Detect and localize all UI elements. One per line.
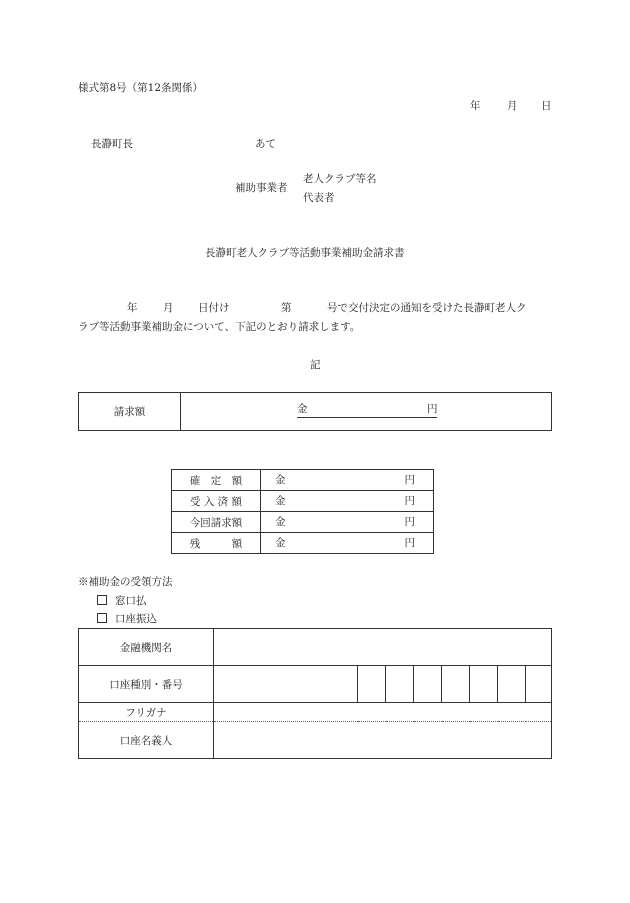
bank-institution-value[interactable] xyxy=(214,629,552,666)
account-digit-cell[interactable] xyxy=(470,666,498,703)
addressee-name: 長瀞町長 xyxy=(91,138,133,150)
body-line2: ラブ等活動事業補助金について、下記のとおり請求します。 xyxy=(78,321,361,333)
body-date: 日付け xyxy=(198,302,230,314)
checkbox-icon[interactable] xyxy=(97,613,107,623)
amount-kin: 金 xyxy=(275,495,286,507)
amount-row xyxy=(172,512,434,533)
amount-label: 受 入 済 額 xyxy=(172,491,261,512)
body-rest: 号で交付決定の通知を受けた長瀞町老人ク xyxy=(327,302,527,314)
amount-yen: 円 xyxy=(404,516,415,528)
bank-furigana-label: フリガナ xyxy=(79,703,214,722)
bank-account-type-label: 口座種別・番号 xyxy=(79,666,214,703)
addressee-suffix: あて xyxy=(255,138,276,150)
amount-yen: 円 xyxy=(404,495,415,507)
amount-kin: 金 xyxy=(275,516,286,528)
bank-account-type-value[interactable] xyxy=(214,666,358,703)
account-digit-cell[interactable] xyxy=(442,666,470,703)
amounts-table xyxy=(171,469,434,554)
amount-label: 今回請求額 xyxy=(172,512,261,533)
date-month: 月 xyxy=(507,100,518,112)
body-no: 第 xyxy=(281,302,292,314)
bank-table xyxy=(78,628,552,759)
date-day: 日 xyxy=(541,100,552,112)
amount-row xyxy=(172,470,434,491)
amount-label: 確 定 額 xyxy=(172,470,261,491)
amount-kin: 金 xyxy=(275,537,286,549)
account-digit-cell[interactable] xyxy=(498,666,526,703)
applicant-rep-label: 代表者 xyxy=(303,192,335,204)
account-digit-cell[interactable] xyxy=(386,666,414,703)
request-table xyxy=(78,392,552,431)
body-year: 年 xyxy=(127,302,138,314)
amount-label: 残 額 xyxy=(172,533,261,554)
amount-kin: 金 xyxy=(275,474,286,486)
body-month: 月 xyxy=(163,302,174,314)
form-number: 様式第8号（第12条関係） xyxy=(78,82,204,94)
request-label: 請求額 xyxy=(79,393,181,431)
amount-value xyxy=(261,491,434,512)
receipt-heading: ※補助金の受領方法 xyxy=(78,576,173,588)
request-yen: 円 xyxy=(427,403,438,415)
ki: 記 xyxy=(310,359,321,371)
amount-yen: 円 xyxy=(404,537,415,549)
account-digit-cell[interactable] xyxy=(414,666,442,703)
bank-holder-value[interactable] xyxy=(214,722,552,759)
applicant-org-label: 老人クラブ等名 xyxy=(303,173,377,185)
amount-value xyxy=(261,533,434,554)
applicant-label: 補助事業者 xyxy=(235,182,288,194)
receipt-option-label: 窓口払 xyxy=(115,595,147,607)
bank-institution-label: 金融機関名 xyxy=(79,629,214,666)
account-digit-cell[interactable] xyxy=(358,666,386,703)
request-amount-cell xyxy=(181,393,552,431)
request-kin: 金 xyxy=(297,403,308,415)
amount-row xyxy=(172,491,434,512)
amount-value xyxy=(261,512,434,533)
checkbox-icon[interactable] xyxy=(97,595,107,605)
bank-furigana-value[interactable] xyxy=(214,703,552,722)
account-digit-cell[interactable] xyxy=(526,666,552,703)
bank-holder-label: 口座名義人 xyxy=(79,722,214,759)
page-title: 長瀞町老人クラブ等活動事業補助金請求書 xyxy=(205,247,405,259)
receipt-option-transfer[interactable] xyxy=(97,613,157,625)
amount-yen: 円 xyxy=(404,474,415,486)
date-year: 年 xyxy=(470,100,481,112)
receipt-option-window[interactable] xyxy=(97,595,147,607)
amount-row xyxy=(172,533,434,554)
receipt-option-label: 口座振込 xyxy=(115,613,157,625)
request-amount-line xyxy=(297,404,437,418)
amount-value xyxy=(261,470,434,491)
